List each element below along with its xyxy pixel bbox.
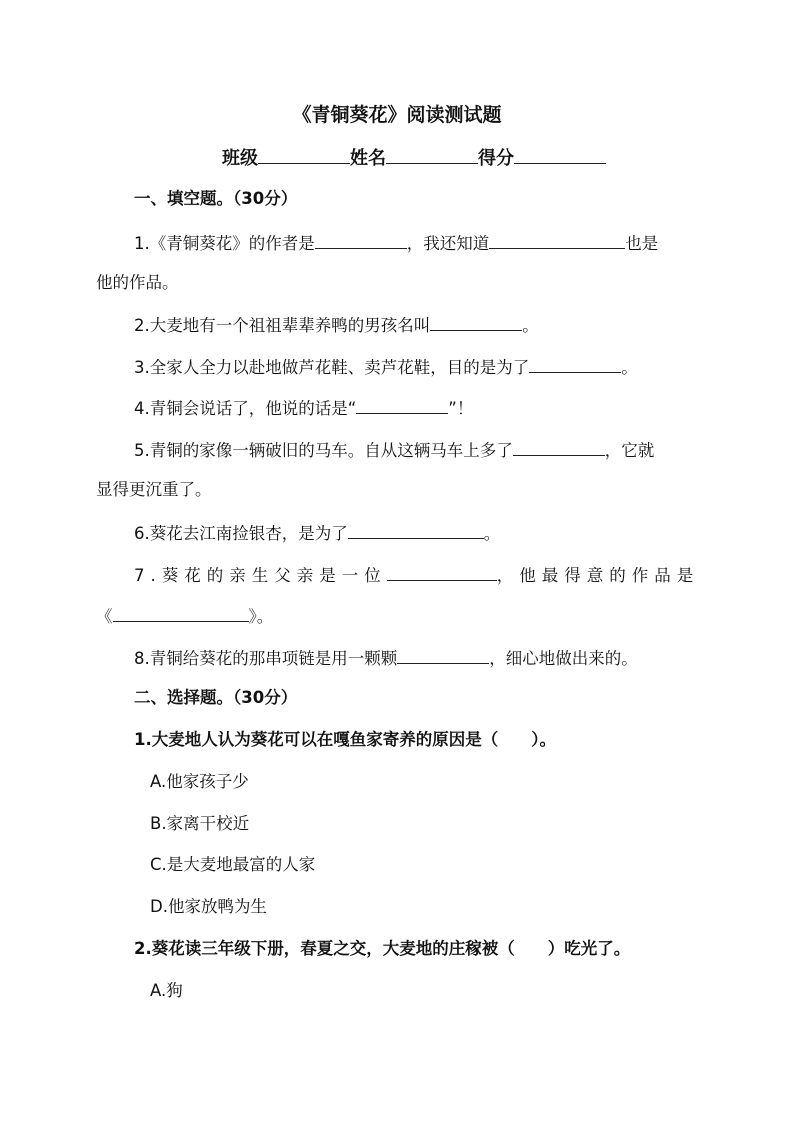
- q2-blank[interactable]: [430, 313, 522, 331]
- q1-blank-work[interactable]: [489, 231, 625, 249]
- q5-line2: 显得更沉重了。: [96, 480, 212, 499]
- q7-line1: 7.葵花的亲生父亲是一位 ，他最得意的作品是: [134, 563, 794, 587]
- q4-blank[interactable]: [356, 396, 448, 414]
- q6-line: 6.葵花去江南捡银杏，是为了 。: [134, 521, 794, 545]
- q4-line: 4.青铜会说话了，他说的话是“ ”！: [134, 396, 794, 420]
- name-label: 姓名: [350, 148, 386, 169]
- section2-heading: 二、选择题。（30分）: [134, 688, 298, 707]
- score-blank[interactable]: [514, 146, 606, 164]
- q5-line1: 5.青铜的家像一辆破旧的马车。自从这辆马车上多了 ，它就: [134, 438, 794, 462]
- class-blank[interactable]: [258, 146, 350, 164]
- q5-blank[interactable]: [513, 438, 605, 456]
- q1-line1: 1.《青铜葵花》的作者是 ，我还知道 也是: [134, 231, 794, 255]
- mc-q1-option-c[interactable]: C.是大麦地最富的人家: [150, 855, 316, 874]
- mc-q1-stem: 1.大麦地人认为葵花可以在嘎鱼家寄养的原因是（ ）。: [134, 730, 556, 749]
- mc-q1-option-b[interactable]: B.家离干校近: [150, 814, 250, 833]
- q1-line2: 他的作品。: [96, 273, 179, 292]
- q3-blank[interactable]: [529, 355, 621, 373]
- score-label: 得分: [478, 148, 514, 169]
- q7-line2: 《 》。: [96, 604, 794, 628]
- q7-blank-profession[interactable]: [387, 563, 497, 581]
- mc-q1-option-d[interactable]: D.他家放鸭为生: [150, 897, 267, 916]
- q6-blank[interactable]: [348, 521, 484, 539]
- mc-q1-option-a[interactable]: A.他家孩子少: [150, 772, 249, 791]
- mc-q2-option-a[interactable]: A.狗: [150, 981, 183, 1000]
- q1-blank-author[interactable]: [315, 231, 407, 249]
- q2-line: 2.大麦地有一个祖祖辈辈养鸭的男孩名叫 。: [134, 313, 794, 337]
- q8-blank[interactable]: [397, 646, 489, 664]
- class-label: 班级: [222, 148, 258, 169]
- student-info-row: [222, 146, 794, 170]
- mc-q2-stem: 2.葵花读三年级下册，春夏之交，大麦地的庄稼被（ ）吃光了。: [134, 939, 631, 958]
- q7-blank-work[interactable]: [113, 604, 249, 622]
- q3-line: 3.全家人全力以赴地做芦花鞋、卖芦花鞋，目的是为了 。: [134, 355, 794, 379]
- page-title: 《青铜葵花》阅读测试题: [292, 104, 502, 126]
- section1-heading: 一、填空题。（30分）: [134, 189, 298, 208]
- q8-line: 8.青铜给葵花的那串项链是用一颗颗 ，细心地做出来的。: [134, 646, 794, 670]
- name-blank[interactable]: [386, 146, 478, 164]
